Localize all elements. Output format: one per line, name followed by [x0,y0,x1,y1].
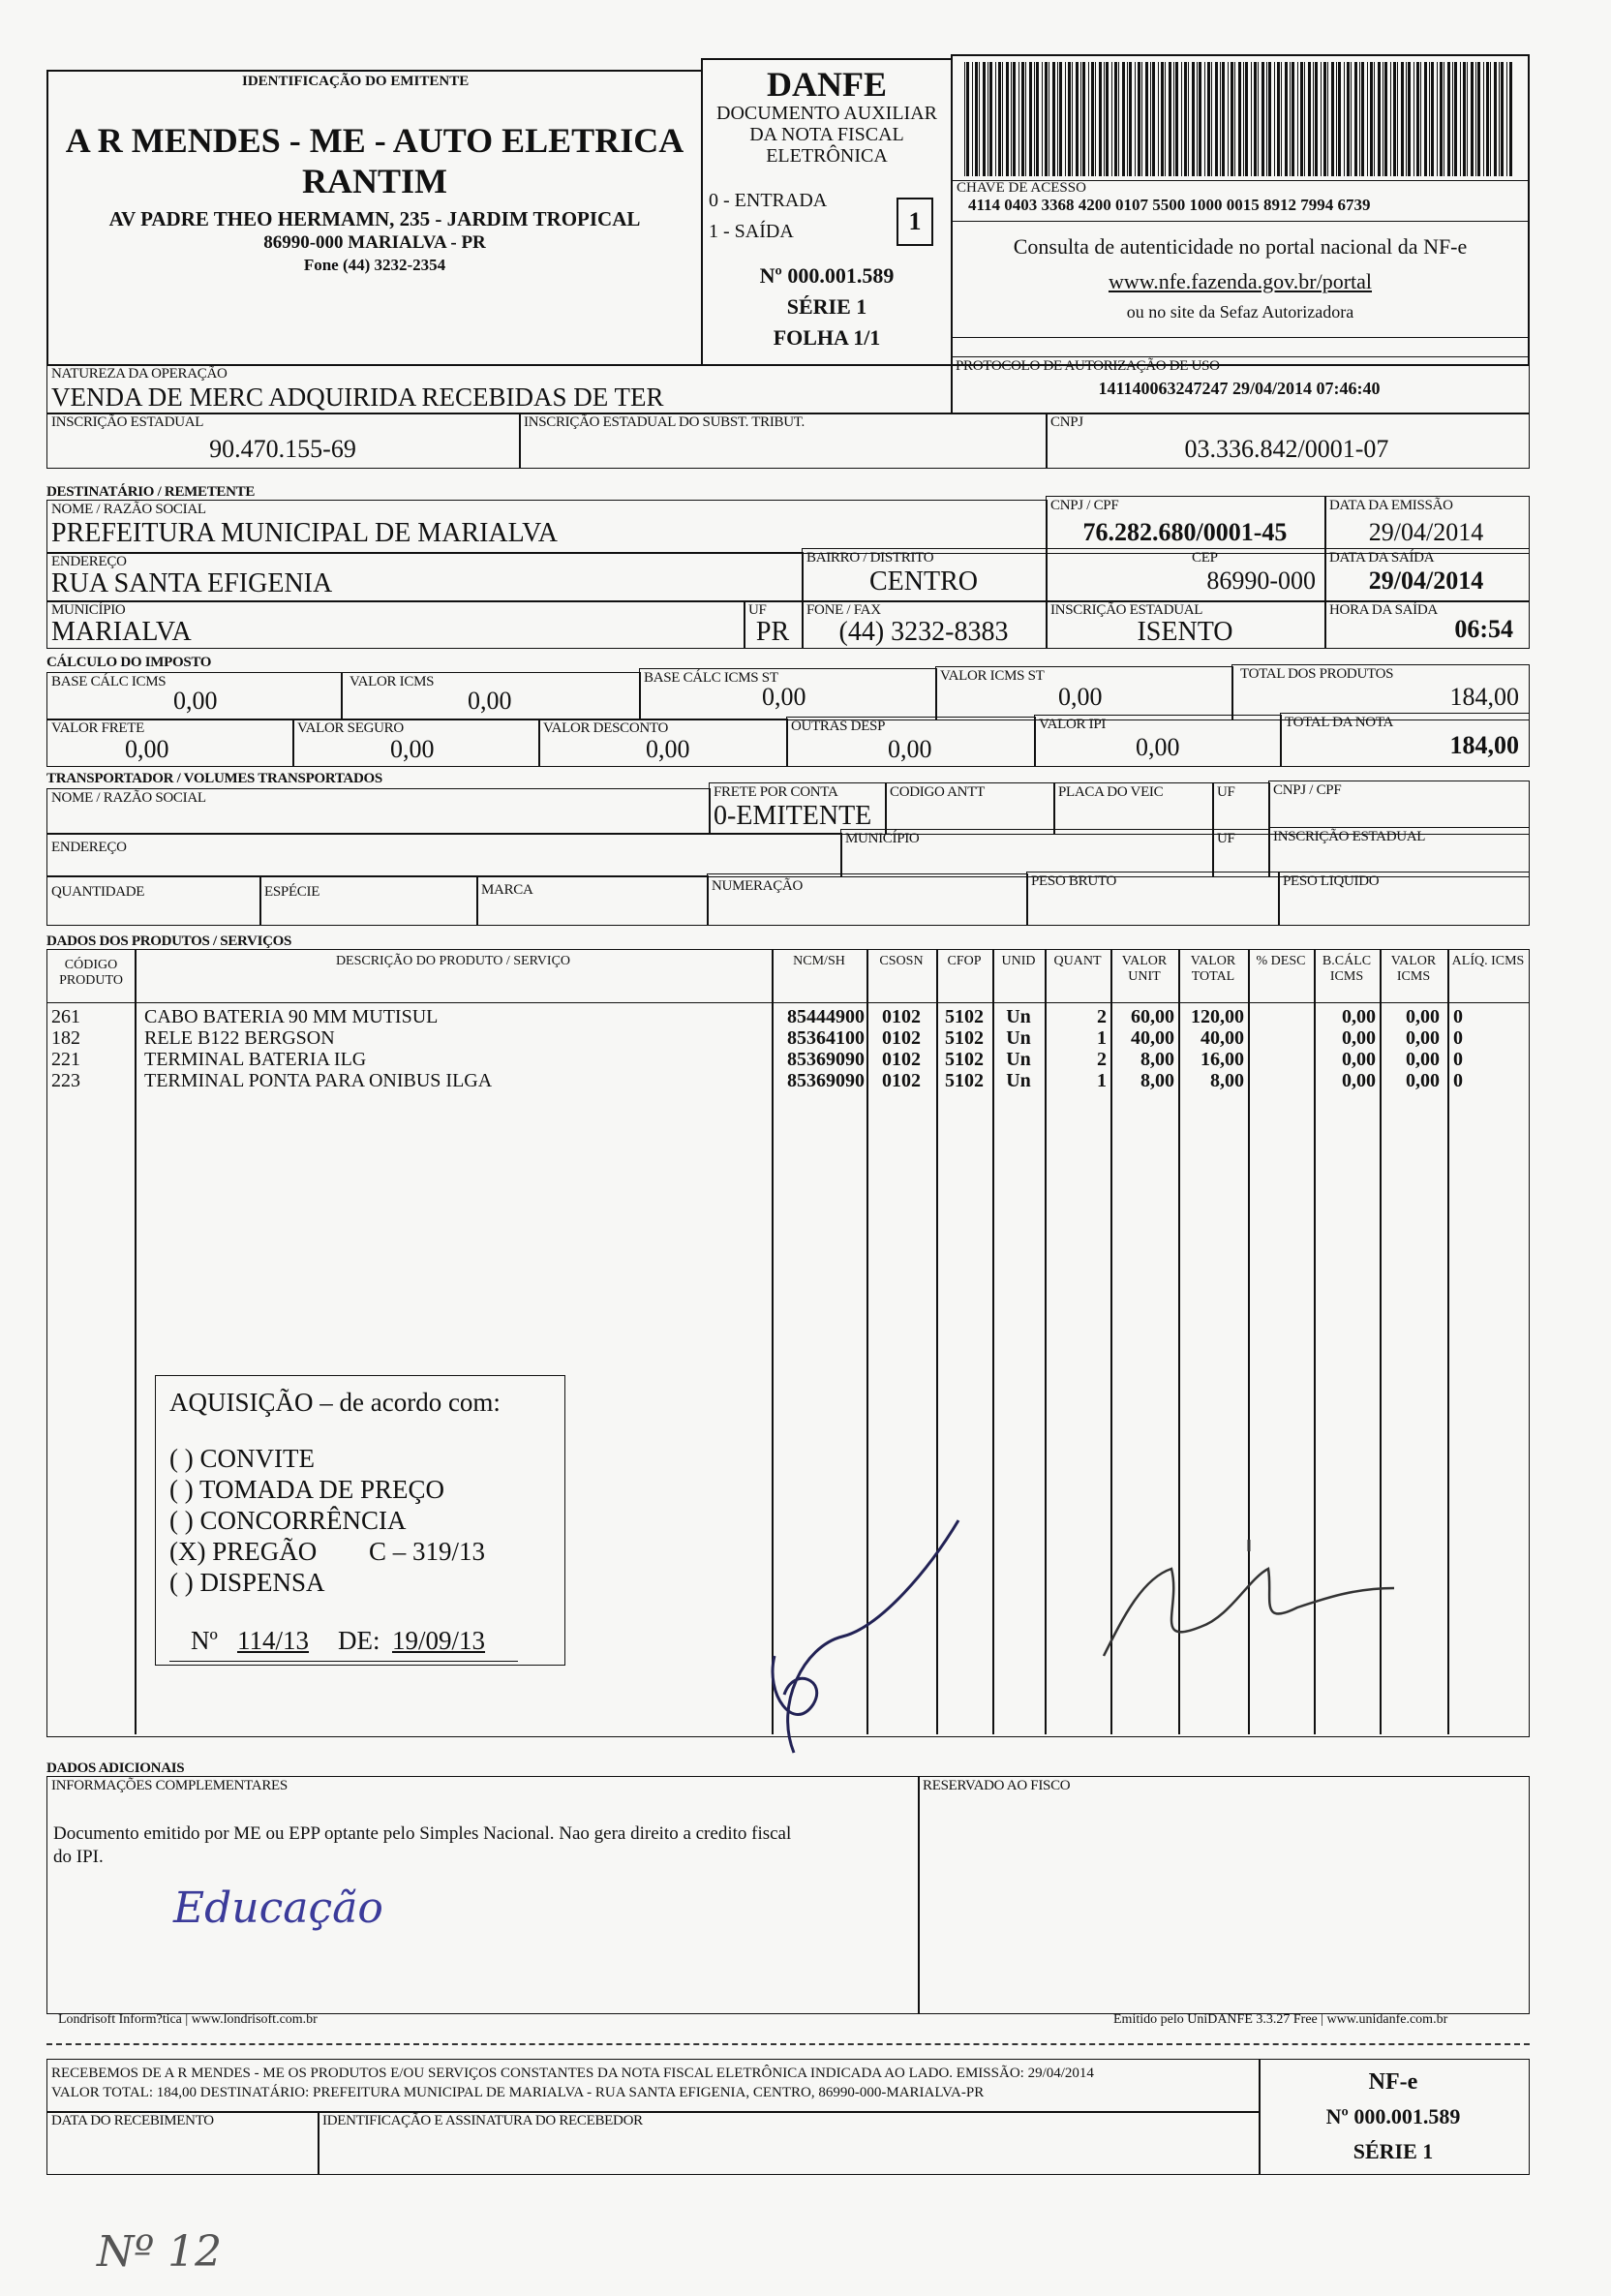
dest-cnpj-label: CNPJ / CPF [1050,498,1119,513]
cell-unid: Un [1006,1006,1031,1027]
transp-marca-cell [476,875,709,926]
stamp-de-label: DE: [338,1626,380,1655]
base-st-cell [639,668,937,720]
th-aliq: ALÍQ. ICMS [1451,954,1525,968]
protocolo-label: PROTOCOLO DE AUTORIZAÇÃO DE USO [956,358,1220,374]
base-icms-value: 0,00 [173,687,218,715]
seguro-cell [292,719,540,767]
cell-bcalc: 0,00 [1342,1049,1376,1070]
frete-cell [46,719,294,767]
cell-unid: Un [1006,1027,1031,1049]
stamp-opt4[interactable]: (X) PREGÃO [169,1537,318,1566]
dest-endereco-value: RUA SANTA EFIGENIA [51,568,333,598]
dest-saida-label: DATA DA SAÍDA [1329,550,1435,566]
transp-endereco-label: ENDEREÇO [51,840,127,855]
transp-qtd-cell [46,875,261,926]
danfe-entrada: 0 - ENTRADA [709,190,828,211]
th-vunit: VALOR UNIT [1121,954,1168,984]
danfe-box [701,58,953,366]
desconto-value: 0,00 [646,735,690,763]
bottom-handwritten-note: Nº 12 [97,2227,223,2277]
canhoto-nfe-cell [1259,2059,1530,2175]
transp-placa-cell [1053,782,1214,835]
danfe-tipo-box: 1 [897,198,933,246]
stamp-title: AQUISIÇÃO – de acordo com: [169,1388,501,1417]
danfe-folha: FOLHA 1/1 [773,325,881,350]
transp-uf-cell [1212,782,1270,835]
aquisicao-stamp [155,1375,565,1666]
total-nota-cell [1280,713,1530,767]
emitente-box [46,70,703,366]
ipi-label: VALOR IPI [1039,717,1107,732]
total-prod-value: 184,00 [1449,683,1519,711]
protocolo-value: 141140063247247 29/04/2014 07:46:40 [1098,379,1381,398]
dest-municipio-label: MUNICÍPIO [51,602,126,618]
handwritten-note: Educação [173,1883,383,1933]
chave-sefaz: ou no site da Sefaz Autorizadora [1126,302,1354,321]
cell-aliq: 0 [1453,1070,1463,1091]
transp-frete-label: FRETE POR CONTA [714,784,838,800]
dest-cnpj-cell [1046,496,1326,554]
transp-nome-label: NOME / RAZÃO SOCIAL [51,790,206,806]
transp-numeracao-cell [707,873,1028,926]
footer-right: Emitido pelo UniDANFE 3.3.27 Free | www.unidanfe.com.br [1113,2012,1448,2027]
emitente-section-label: IDENTIFICAÇÃO DO EMITENTE [242,74,470,89]
cell-quant: 1 [1097,1070,1107,1091]
cell-codigo: 221 [51,1049,80,1070]
outras-cell [786,717,1036,767]
canhoto-numero: Nº 000.001.589 [1325,2104,1461,2128]
emitente-phone: Fone (44) 3232-2354 [303,256,446,274]
danfe-numero: Nº 000.001.589 [759,263,895,288]
dest-fone-cell [802,600,1048,649]
ie-cell [46,413,521,469]
emitente-name-line1: A R MENDES - ME - AUTO ELETRICA [65,121,684,160]
transp-endereco-cell [46,833,842,877]
cell-cfop: 5102 [945,1006,984,1027]
stamp-de: 19/09/13 [392,1626,486,1655]
total-nota-label: TOTAL DA NOTA [1285,715,1394,730]
transp-municipio-cell [840,829,1214,877]
dest-endereco-label: ENDEREÇO [51,554,127,569]
seguro-value: 0,00 [390,735,435,763]
cell-csosn: 0102 [882,1027,921,1049]
cell-vicms: 0,00 [1406,1070,1440,1091]
canhoto-assinatura-label: IDENTIFICAÇÃO E ASSINATURA DO RECEBEDOR [322,2113,643,2128]
transportador-section: TRANSPORTADOR / VOLUMES TRANSPORTADOS [46,771,382,786]
th-ncm: NCM/SH [793,954,845,968]
signature-left [736,1511,988,1762]
th-desc: % DESC [1256,954,1306,968]
dest-hora-value: 06:54 [1454,615,1513,643]
transp-numeracao-label: NUMERAÇÃO [712,878,803,894]
cell-ncm: 85369090 [787,1049,865,1070]
table-row [47,1027,1529,1049]
dest-bairro-cell [802,548,1048,602]
th-vtotal: VALOR TOTAL [1190,954,1236,984]
ipi-value: 0,00 [1136,733,1180,761]
transp-frete-value: 0-EMITENTE [714,801,872,831]
natureza-label: NATUREZA DA OPERAÇÃO [51,366,228,382]
cell-vtotal: 8,00 [1210,1070,1244,1091]
cell-vicms: 0,00 [1406,1049,1440,1070]
stamp-num-label: Nº [191,1626,218,1655]
dest-emissao-cell [1324,496,1530,554]
canhoto-assinatura-cell [318,2111,1261,2175]
cell-cfop: 5102 [945,1049,984,1070]
dest-cep-value: 86990-000 [1206,566,1316,595]
dest-cnpj-value: 76.282.680/0001-45 [1082,518,1288,546]
dest-saida-value: 29/04/2014 [1368,566,1484,595]
dest-ie-cell [1046,600,1326,649]
cell-bcalc: 0,00 [1342,1070,1376,1091]
th-bcalc: B.CÁLC ICMS [1322,954,1372,984]
cell-vtotal: 40,00 [1201,1027,1244,1049]
cell-bcalc: 0,00 [1342,1006,1376,1027]
th-csosn: CSOSN [879,954,924,968]
frete-label: VALOR FRETE [51,720,145,736]
valor-st-cell [935,666,1233,720]
dest-nome-cell [46,500,1048,554]
dest-hora-cell [1324,600,1530,649]
dest-fone-value: (44) 3232-8383 [838,617,1009,647]
canhoto-line2: VALOR TOTAL: 184,00 DESTINATÁRIO: PREFEITURA MUNICIPAL DE MARIALVA - RUA SANTA EFIGENIA, CENTRO, 86990-000-MARIALVA-PR [51,2085,985,2100]
dest-uf-label: UF [748,602,767,618]
cell-aliq: 0 [1453,1027,1463,1049]
cnpj-emit-cell [1046,413,1530,469]
transp-uf2-cell [1212,829,1270,877]
dest-saida-cell [1324,548,1530,602]
protocolo-cell [951,356,1530,414]
footer-left: Londrisoft Inform?tica | www.londrisoft.com.br [58,2012,318,2027]
stamp-opt5[interactable]: ( ) DISPENSA [169,1568,325,1597]
canhoto-data-label: DATA DO RECEBIMENTO [51,2113,214,2128]
stamp-opt1[interactable]: ( ) CONVITE [169,1444,315,1473]
canhoto-data-cell [46,2111,319,2175]
cell-csosn: 0102 [882,1049,921,1070]
chave-box [951,54,1530,366]
cell-aliq: 0 [1453,1006,1463,1027]
cell-descricao: CABO BATERIA 90 MM MUTISUL [144,1006,439,1027]
th-cfop: CFOP [947,954,982,968]
dest-hora-label: HORA DA SAÍDA [1329,602,1438,618]
table-row [47,1049,1529,1070]
th-descricao: DESCRIÇÃO DO PRODUTO / SERVIÇO [335,954,571,968]
cell-descricao: TERMINAL BATERIA ILG [144,1049,367,1070]
base-st-label: BASE CÁLC ICMS ST [644,670,778,686]
transp-ie-cell [1268,827,1530,877]
cell-vunit: 60,00 [1131,1006,1174,1027]
info-line2: do IPI. [53,1847,104,1867]
dest-cep-label: CEP [1192,550,1218,566]
natureza-cell [46,364,953,414]
dest-emissao-value: 29/04/2014 [1368,518,1484,546]
chave-label: CHAVE DE ACESSO [957,180,1086,196]
cell-codigo: 261 [51,1006,80,1027]
valor-icms-cell [341,672,641,720]
transp-antt-cell [885,782,1055,835]
ie-st-label: INSCRIÇÃO ESTADUAL DO SUBST. TRIBUT. [524,414,805,430]
dest-ie-label: INSCRIÇÃO ESTADUAL [1050,602,1203,618]
dest-bairro-value: CENTRO [869,566,978,597]
table-row [47,1006,1529,1027]
fisco-label: RESERVADO AO FISCO [923,1778,1071,1793]
produtos-section: DADOS DOS PRODUTOS / SERVIÇOS [46,934,292,949]
dest-cep-cell [1046,548,1326,602]
transp-ie-label: INSCRIÇÃO ESTADUAL [1273,829,1426,844]
stamp-opt2[interactable]: ( ) TOMADA DE PREÇO [169,1475,445,1504]
valor-icms-value: 0,00 [468,687,512,715]
cell-vtotal: 16,00 [1201,1049,1244,1070]
danfe-sub3: ELETRÔNICA [766,145,888,167]
base-st-value: 0,00 [762,683,806,711]
total-prod-label: TOTAL DOS PRODUTOS [1240,666,1394,682]
dest-nome-label: NOME / RAZÃO SOCIAL [51,502,206,517]
cell-vtotal: 120,00 [1191,1006,1244,1027]
emitente-name-line2: RANTIM [302,162,447,200]
transp-peso-liquido-label: PESO LIQUIDO [1283,873,1380,889]
ipi-cell [1034,715,1282,767]
transp-especie-label: ESPÉCIE [264,884,320,900]
dest-endereco-cell [46,552,804,602]
outras-label: OUTRAS DESP [791,719,886,734]
danfe-title: DANFE [767,65,887,104]
cell-codigo: 223 [51,1070,80,1091]
base-icms-label: BASE CÁLC ICMS [51,674,167,689]
dest-uf-value: PR [755,617,790,647]
canhoto-text-cell [46,2059,1261,2113]
emitente-address: AV PADRE THEO HERMAMN, 235 - JARDIM TROPICAL [108,207,641,230]
danfe-sub2: DA NOTA FISCAL [749,124,904,145]
natureza-value: VENDA DE MERC ADQUIRIDA RECEBIDAS DE TER [51,383,664,412]
cell-cfop: 5102 [945,1070,984,1091]
valor-st-label: VALOR ICMS ST [940,668,1045,684]
cnpj-emit-label: CNPJ [1050,414,1083,430]
valor-icms-label: VALOR ICMS [350,674,435,689]
transp-antt-label: CODIGO ANTT [890,784,985,800]
danfe-serie: SÉRIE 1 [786,294,867,319]
cell-bcalc: 0,00 [1342,1027,1376,1049]
ie-label: INSCRIÇÃO ESTADUAL [51,414,204,430]
canhoto-line1: RECEBEMOS DE A R MENDES - ME OS PRODUTOS E/OU SERVIÇOS CONSTANTES DA NOTA FISCAL ELETRÔNICA INDICADA AO LADO. EMISSÃO: 29/04/2014 [51,2066,1094,2081]
cell-vicms: 0,00 [1406,1027,1440,1049]
info-complementar-cell [46,1776,920,2014]
th-vicms: VALOR ICMS [1390,954,1437,984]
cell-aliq: 0 [1453,1049,1463,1070]
th-quant: QUANT [1053,954,1102,968]
cell-descricao: RELE B122 BERGSON [144,1027,335,1049]
transp-nome-cell [46,788,711,835]
cell-quant: 1 [1097,1027,1107,1049]
table-row [47,1070,1529,1091]
cell-vicms: 0,00 [1406,1006,1440,1027]
dest-fone-label: FONE / FAX [806,602,881,618]
cell-ncm: 85444900 [787,1006,865,1027]
transp-peso-bruto-cell [1026,872,1280,926]
destinatario-section: DESTINATÁRIO / REMETENTE [46,484,256,500]
chave-consulta: Consulta de autenticidade no portal nacional da NF-e [1013,234,1468,259]
dest-municipio-cell [46,600,745,649]
info-label: INFORMAÇÕES COMPLEMENTARES [51,1778,288,1793]
emitente-city: 86990-000 MARIALVA - PR [263,232,486,253]
cell-vunit: 8,00 [1140,1070,1174,1091]
transp-uf-label: UF [1217,784,1235,800]
cell-ncm: 85364100 [787,1027,865,1049]
cell-descricao: TERMINAL PONTA PARA ONIBUS ILGA [144,1070,493,1091]
danfe-saida: 1 - SAÍDA [709,221,794,242]
total-nota-value: 184,00 [1449,731,1519,759]
cell-quant: 2 [1097,1049,1107,1070]
transp-cnpj-label: CNPJ / CPF [1273,782,1342,798]
transp-placa-label: PLACA DO VEIC [1058,784,1164,800]
cell-cfop: 5102 [945,1027,984,1049]
dest-nome-value: PREFEITURA MUNICIPAL DE MARIALVA [51,518,559,548]
stamp-opt3[interactable]: ( ) CONCORRÊNCIA [169,1506,407,1535]
dest-uf-cell [744,600,804,649]
desconto-label: VALOR DESCONTO [543,720,669,736]
cell-unid: Un [1006,1049,1031,1070]
frete-value: 0,00 [125,735,169,763]
cell-ncm: 85369090 [787,1070,865,1091]
fisco-cell [918,1776,1530,2014]
desconto-cell [538,719,788,767]
th-unid: UNID [1001,954,1036,968]
dest-municipio-value: MARIALVA [51,617,192,647]
seguro-label: VALOR SEGURO [297,720,404,736]
cell-csosn: 0102 [882,1070,921,1091]
transp-uf2-label: UF [1217,831,1235,846]
stamp-opt4-ref: C – 319/13 [369,1537,486,1566]
cell-vunit: 8,00 [1140,1049,1174,1070]
transp-especie-cell [259,875,478,926]
transp-marca-label: MARCA [481,882,533,898]
adicionais-section: DADOS ADICIONAIS [46,1760,185,1776]
cut-line [46,2043,1530,2045]
barcode [964,62,1516,176]
cnpj-emit-value: 03.336.842/0001-07 [1184,435,1389,463]
signature-right [1065,1540,1413,1685]
chave-url[interactable]: www.nfe.fazenda.gov.br/portal [1108,269,1373,293]
canhoto-serie: SÉRIE 1 [1353,2139,1434,2163]
dest-bairro-label: BAIRRO / DISTRITO [806,550,934,566]
transp-municipio-label: MUNICÍPIO [845,831,920,846]
ie-value: 90.470.155-69 [209,435,356,463]
base-icms-cell [46,672,343,720]
transp-peso-bruto-label: PESO BRUTO [1031,873,1116,889]
transp-qtd-label: QUANTIDADE [51,884,145,900]
dest-emissao-label: DATA DA EMISSÃO [1329,498,1453,513]
th-codigo: CÓDIGO PRODUTO [59,958,123,988]
stamp-num: 114/13 [237,1626,309,1655]
canhoto-nfe: NF-e [1368,2069,1418,2095]
dest-ie-value: ISENTO [1137,617,1233,647]
transp-peso-liquido-cell [1278,872,1530,926]
chave-value: 4114 0403 3368 4200 0107 5500 1000 0015 8912 7994 6739 [968,196,1371,214]
outras-value: 0,00 [888,735,932,763]
ie-st-cell [519,413,1048,469]
cell-csosn: 0102 [882,1006,921,1027]
transp-frete-cell [709,782,887,835]
cell-quant: 2 [1097,1006,1107,1027]
valor-st-value: 0,00 [1058,683,1103,711]
cell-vunit: 40,00 [1131,1027,1174,1049]
info-line1: Documento emitido por ME ou EPP optante pelo Simples Nacional. Nao gera direito a credito fiscal [53,1823,792,1844]
imposto-section: CÁLCULO DO IMPOSTO [46,655,212,670]
danfe-sub1: DOCUMENTO AUXILIAR [716,103,937,124]
cell-unid: Un [1006,1070,1031,1091]
cell-codigo: 182 [51,1027,80,1049]
